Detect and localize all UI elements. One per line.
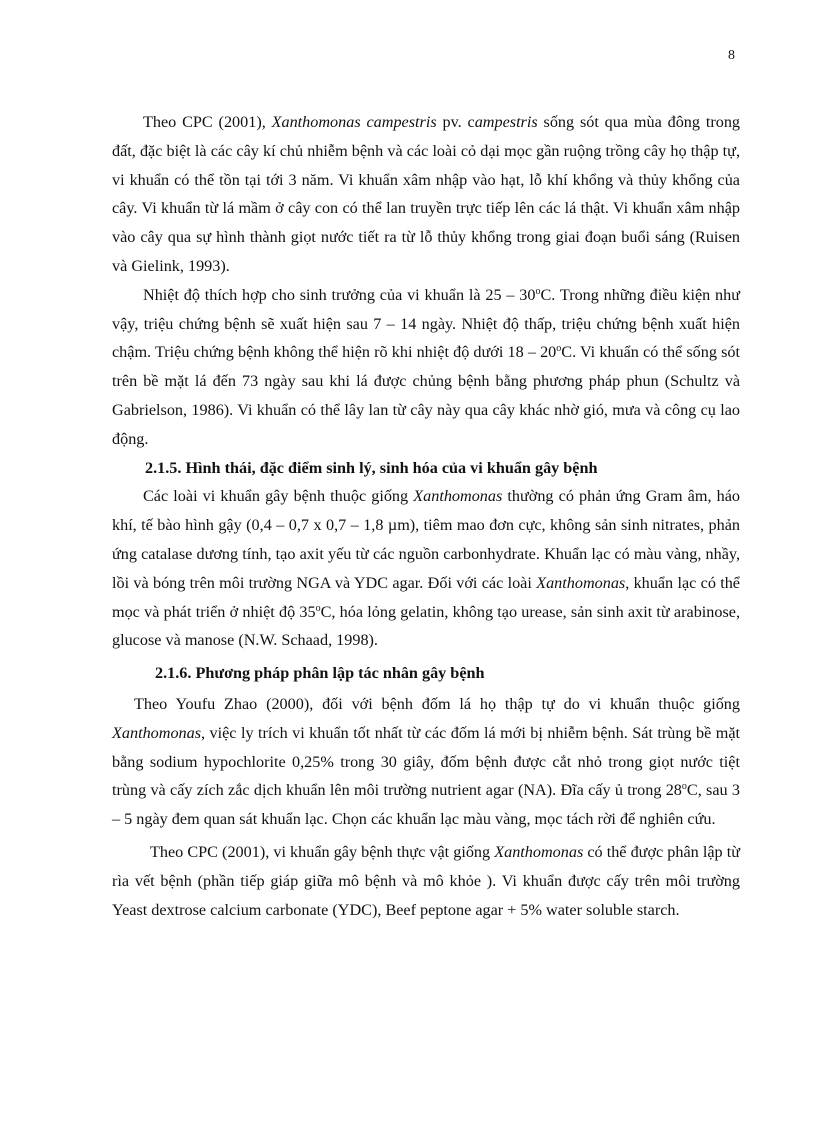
text-run: Nhiệt độ thích hợp cho sinh trưởng của vi khuẩn là 25 – 30 (143, 285, 536, 304)
section-heading-2-1-6: 2.1.6. Phương pháp phân lập tác nhân gây bệnh (155, 664, 485, 683)
italic-taxon: Xanthomonas (413, 487, 503, 506)
degree-superscript: o (315, 602, 321, 614)
paragraph-morphology (112, 482, 740, 655)
section-heading-2-1-5: 2.1.5. Hình thái, đặc điểm sinh lý, sinh hóa của vi khuẩn gây bệnh (145, 458, 598, 477)
degree-superscript: o (681, 781, 687, 793)
paragraph-isolation-media (112, 838, 740, 924)
text-run: Theo CPC (2001), vi khuẩn gây bệnh thực vật giống (150, 842, 495, 861)
paragraph-overwintering (112, 108, 740, 281)
text-run: C, hóa lỏng gelatin, không tạo urease, sản sinh axit từ arabinose, glucose và manose (N.W. Schaad, 1998). (112, 602, 741, 650)
italic-taxon: Xanthomonas (494, 842, 584, 861)
degree-superscript: o (556, 343, 562, 355)
page-number: 8 (728, 48, 735, 63)
text-run: , khuẩn lạc có thể mọc và phát triển ở nhiệt độ 35 (112, 573, 740, 621)
text-run: pv. c (436, 113, 475, 131)
italic-taxon: Xanthomonas (112, 723, 202, 742)
text-run: C. Trong những điều kiện như vậy, triệu chứng bệnh sẽ xuất hiện sau 7 – 14 ngày. Nhiệt độ thấp, triệu chứng bệnh xuất hiện chậm. Triệu chứng bệnh không thể hiện rõ khi nhiệt độ dưới 18 – 20 (112, 285, 741, 362)
text-run: C, sau 3 – 5 ngày đem quan sát khuẩn lạc. Chọn các khuẩn lạc màu vàng, mọc tách rời để nghiên cứu. (112, 781, 741, 829)
italic-taxon: ampestris (474, 113, 538, 131)
text-run: sống sót qua mùa đông trong đất, đặc biệt là các cây kí chủ nhiễm bệnh và các loài cỏ dại mọc gần ruộng trồng cây họ thập tự, vi khuẩn có thể tồn tại tới 3 năm. Vi khuẩn xâm nhập vào hạt, lỗ khí khổng và thủy khổng của cây. Vi khuẩn từ lá mầm ở cây con có thể lan truyền trực tiếp lên các lá thật. Vi khuẩn xâm nhập vào cây qua sự hình thành giọt nước tiết ra từ lỗ thủy khổng trong giai đoạn buổi sáng (Ruisen và Gielink, 1993). (112, 113, 741, 275)
italic-taxon: Xanthomonas (536, 573, 626, 592)
document-body (112, 108, 740, 924)
text-run: C. Vi khuẩn có thể sống sót trên bề mặt lá đến 73 ngày sau khi lá được chủng bệnh bằng phương pháp phun (Schultz và Gabrielson, 1986). Vi khuẩn có thể lây lan từ cây này qua cây khác nhờ gió, mưa và công cụ lao động. (112, 343, 740, 448)
text-run: có thể được phân lập từ rìa vết bệnh (phần tiếp giáp giữa mô bệnh và mô khỏe ). Vi khuẩn được cấy trên môi trường Yeast dextrose calcium carbonate (YDC), Beef peptone agar + 5% water soluble starch. (112, 842, 741, 919)
text-run: Theo CPC (2001), (143, 113, 272, 131)
text-run: Theo Youfu Zhao (2000), đối với bệnh đốm lá họ thập tự do vi khuẩn thuộc giống (134, 694, 740, 713)
text-run: , việc ly trích vi khuẩn tốt nhất từ các đốm lá mới bị nhiễm bệnh. Sát trùng bề mặt bằng sodium hypochlorite 0,25% trong 30 giây, đốm bệnh được cắt nhỏ trong giọt nước tiệt trùng và cấy zích zắc dịch khuẩn lên môi trường nutrient agar (NA). Đĩa cấy ủ trong 28 (112, 723, 740, 800)
text-run: thường có phản ứng Gram âm, háo khí, tế bào hình gậy (0,4 – 0,7 x 0,7 – 1,8 µm), tiêm mao đơn cực, không sản sinh nitrates, phản ứng catalase dương tính, tạo axit yếu từ các nguồn carbonhydrate. Khuẩn lạc có màu vàng, nhầy, lồi và bóng trên môi trường NGA và YDC agar. Đối với các loài (112, 487, 741, 592)
text-run: Các loài vi khuẩn gây bệnh thuộc giống (143, 487, 414, 506)
paragraph-temperature (112, 281, 740, 454)
italic-taxon: Xanthomonas campestris (271, 113, 437, 131)
degree-superscript: o (535, 285, 541, 297)
paragraph-isolation-method (112, 690, 740, 834)
